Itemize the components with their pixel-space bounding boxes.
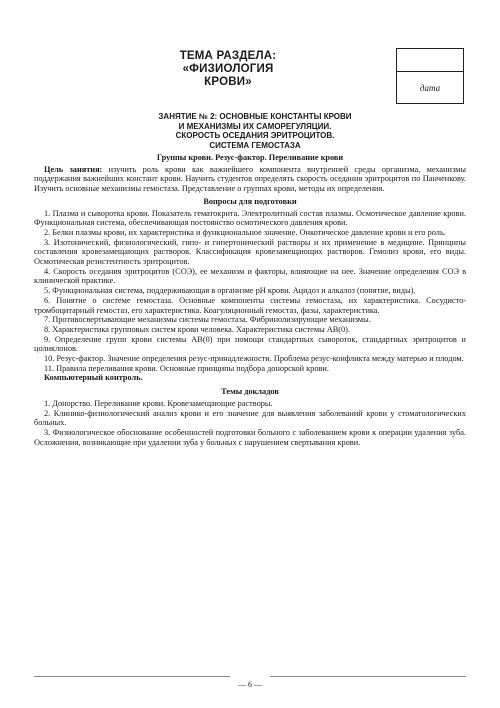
date-field[interactable]	[397, 49, 463, 72]
question-item-1: 1. Плазма и сыворотка крови. Показатель гематокрита. Электролитный состав плазмы. Осмотическое давление крови. Функциональная система, обеспечивающая постоянство осмотического давления крови.	[34, 208, 466, 228]
question-item-9: 9. Определение групп крови системы АВ(0) при помощи стандартных сывороток, стандартных эритроцитов и цоликлонов.	[34, 334, 466, 354]
lesson-title-line2: И МЕХАНИЗМЫ ИХ САМОРЕГУЛЯЦИИ.	[178, 121, 332, 131]
footer-rule-left	[34, 676, 230, 677]
section-title-line1: ТЕМА РАЗДЕЛА:	[179, 50, 277, 62]
lesson-title-line1: ЗАНЯТИЕ № 2: ОСНОВНЫЕ КОНСТАНТЫ КРОВИ	[158, 112, 352, 121]
report-item-3: 3. Физиологическое обоснование особенностей подготовки больного с заболеванием крови к операции удаления зуба. Осложнения, возникающие при удалении зуба у больных с нарушением свертывания крови.	[34, 427, 466, 447]
date-label: дата	[419, 83, 441, 93]
question-item-4: 4. Скорость оседания эритроцитов (СОЭ), ее механизм и факторы, влияющие на нее. Значение определения СОЭ в клинической практике.	[34, 266, 466, 286]
goal-label: Цель занятия:	[44, 164, 103, 174]
question-item-2: 2. Белки плазмы крови, их характеристика и функциональное значение. Онкотическое давление крови и его роль.	[44, 227, 446, 237]
lesson-title-line3: СКОРОСТЬ ОСЕДАНИЯ ЭРИТРОЦИТОВ.	[175, 131, 335, 141]
date-box	[396, 48, 464, 104]
section-title	[158, 50, 298, 89]
report-item-1: 1. Донорство. Переливание крови. Кровезамещающие растворы.	[44, 398, 273, 408]
lesson-goal	[34, 165, 466, 194]
question-item-5: 5. Функциональная система, поддерживающая в организме pH крови. Ацидоз и алкалоз (понятие, виды).	[44, 286, 416, 296]
section-title-line2: «ФИЗИОЛОГИЯ КРОВИ»	[182, 63, 274, 88]
lesson-title	[130, 112, 380, 150]
question-item-3: 3. Изотонический, физиологический, гипо- и гипертонический растворы и их применение в медицине. Принципы составления кровезамещающих растворов. Классификация кровезамещающих растворов. Гемолиз крови, его виды. Осмотическая резистентность эритроцитов.	[34, 237, 466, 267]
lesson-title-line4: СИСТЕМА ГЕМОСТАЗА	[209, 140, 301, 150]
page-number: — 6 —	[238, 680, 262, 689]
questions-heading: Вопросы для подготовки	[203, 196, 297, 206]
goal-text: изучить роль крови как важнейшего компонента внутренней среды организма, механизмы поддержания важнейших констант крови. Научить студентов определять скорость оседания эритроцитов по Панченкову. Изучить основные механизмы гемостаза. Представление о группах крови, методы их определения.	[34, 164, 466, 194]
footer-rule-right	[270, 676, 466, 677]
question-item-10: 10. Резус-фактор. Значение определения резус-принадлежности. Проблема резус-конфликта между матерью и плодом.	[44, 354, 464, 364]
question-item-7: 7. Противосвертывающие механизмы системы гемостаза. Фибринолизирующие механизмы.	[44, 315, 371, 325]
report-item-2: 2. Клинико-физиологический анализ крови и его значение для выявления заболеваний крови у стоматологических больных.	[34, 408, 466, 428]
lesson-content	[34, 152, 466, 447]
question-item-8: 8. Характеристика групповых систем крови человека. Характеристика системы АВ(0).	[44, 324, 351, 334]
computer-control: Компьютерный контроль.	[44, 373, 143, 383]
reports-heading: Темы докладов	[221, 387, 279, 397]
question-item-6: 6. Понятие о системе гемостаза. Основные компоненты системы гемостаза, их характеристика. Сосудисто-тромбоцитарный гемостаз, его характеристика. Коагуляционный гемостаз, фазы, характеристика.	[34, 295, 466, 315]
subtitle: Группы крови. Резус-фактор. Переливание крови	[156, 153, 344, 162]
question-item-11: 11. Правила переливания крови. Основные принципы подбора донорской крови.	[44, 363, 329, 373]
